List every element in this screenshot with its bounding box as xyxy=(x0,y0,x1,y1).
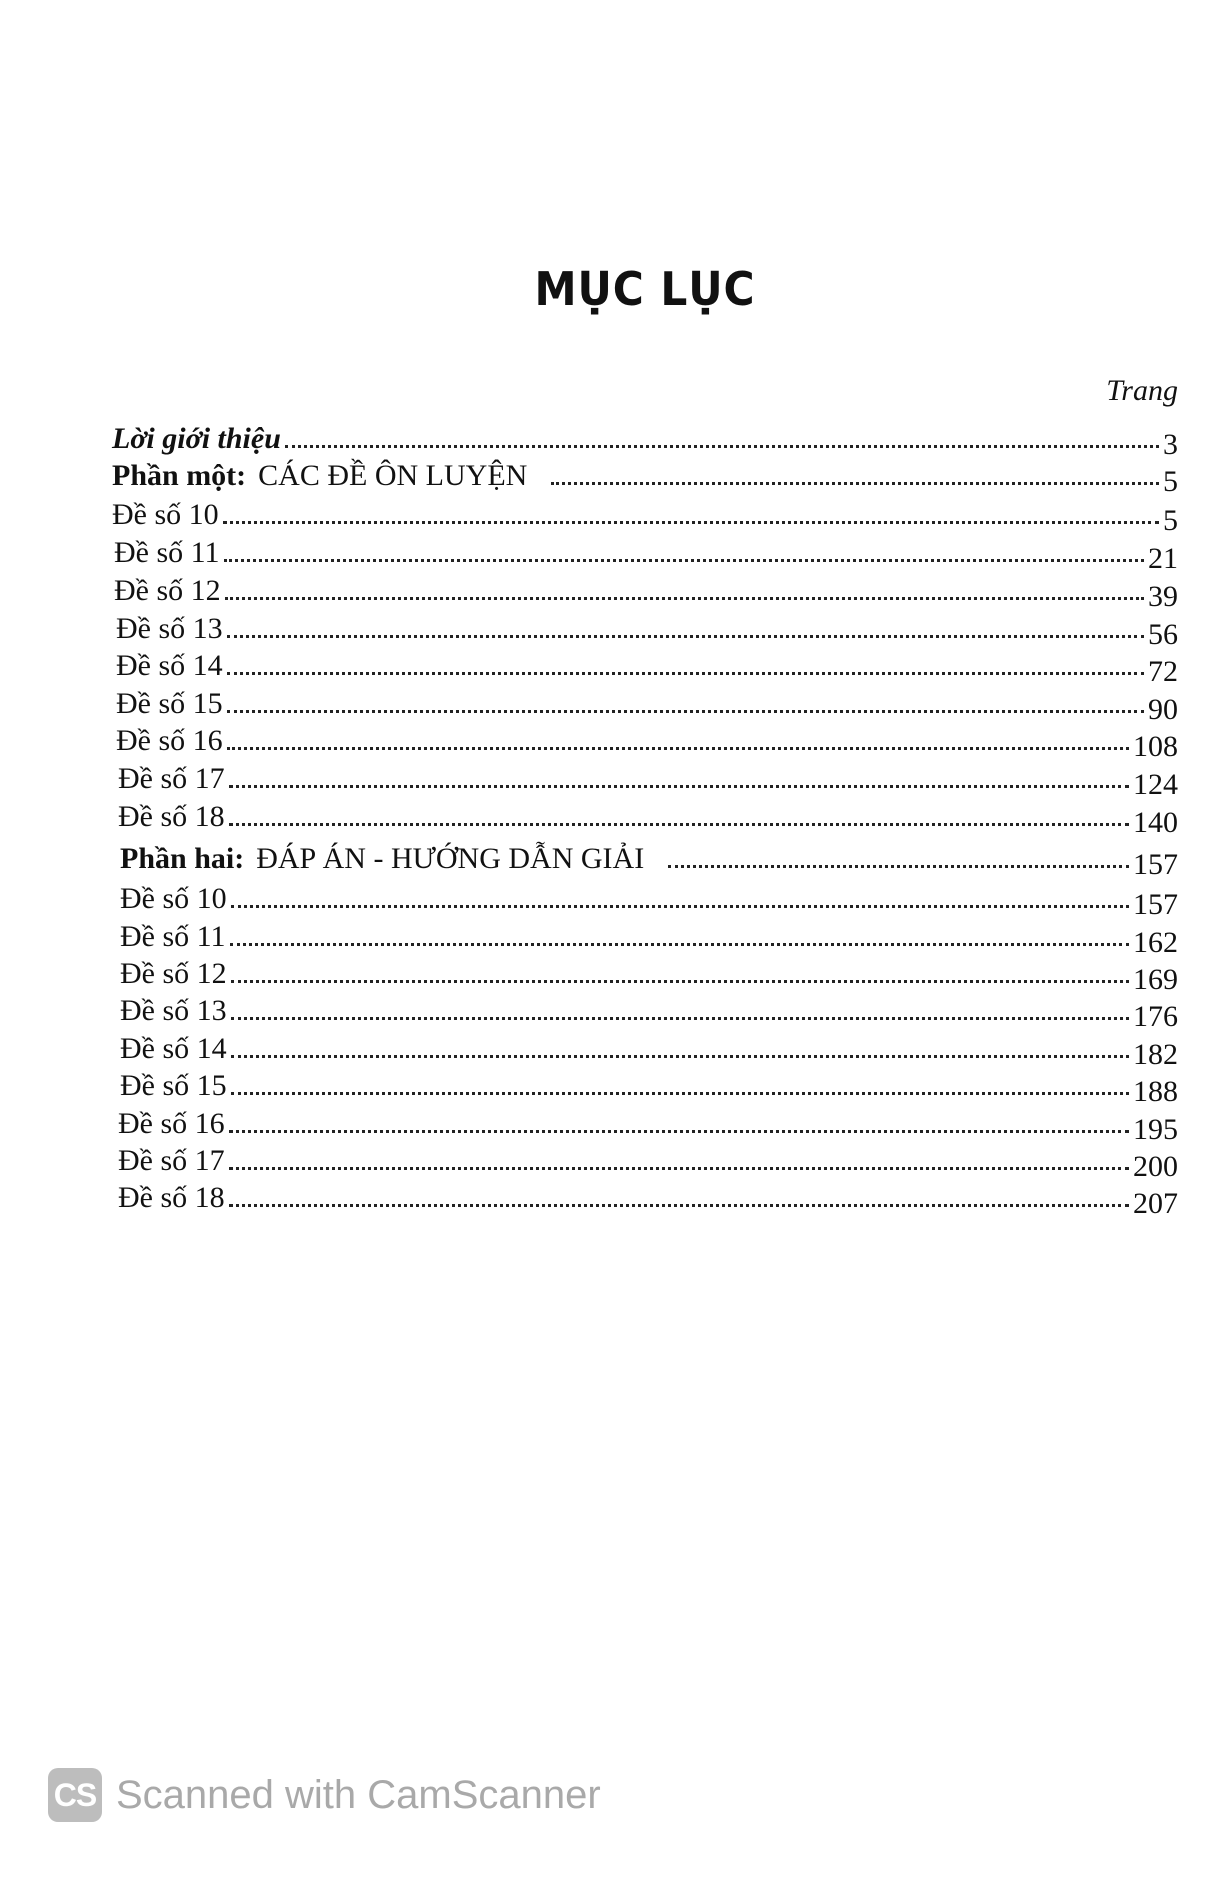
toc-page-number: 90 xyxy=(1148,693,1178,726)
toc-entry-label: Đề số 17 xyxy=(118,762,225,795)
toc-entry xyxy=(120,874,1178,921)
toc-entry-label: Đề số 16 xyxy=(116,724,223,757)
toc-entry-label: Lời giới thiệu xyxy=(112,422,281,455)
toc-entry xyxy=(118,792,1178,839)
toc-entry-label: Đề số 13 xyxy=(120,994,227,1027)
toc-entry xyxy=(118,1099,1178,1146)
toc-dot-leader xyxy=(229,823,1129,826)
toc-dot-leader xyxy=(224,559,1144,562)
toc-dot-leader xyxy=(230,943,1129,946)
toc-entry xyxy=(118,1136,1178,1183)
toc-dot-leader xyxy=(231,980,1129,983)
toc-entry xyxy=(112,490,1178,537)
toc-dot-leader xyxy=(227,635,1144,638)
toc-page-number: 200 xyxy=(1133,1150,1178,1183)
toc-entry-label: Đề số 18 xyxy=(118,1181,225,1214)
toc-page-number: 140 xyxy=(1133,806,1178,839)
toc-entry xyxy=(120,949,1178,996)
toc-entry-label: Đề số 18 xyxy=(118,800,225,833)
watermark-text: Scanned with CamScanner xyxy=(116,1772,601,1817)
toc-dot-leader xyxy=(231,1017,1129,1020)
toc-dot-leader xyxy=(227,747,1129,750)
toc-entry-label: Đề số 13 xyxy=(116,612,223,645)
toc-section-prefix: Phần hai: xyxy=(120,842,245,875)
toc-dot-leader xyxy=(223,521,1159,524)
toc-entry xyxy=(118,1173,1178,1220)
toc-page-number: 5 xyxy=(1163,465,1178,498)
toc-entry xyxy=(114,528,1178,575)
toc-section-title: CÁC ĐỀ ÔN LUYỆN xyxy=(258,459,528,492)
toc-dot-leader xyxy=(229,1167,1129,1170)
toc-entry-label: Đề số 16 xyxy=(118,1107,225,1140)
toc-dot-leader xyxy=(225,597,1144,600)
toc-page-number: 56 xyxy=(1148,618,1178,651)
toc-entry-label xyxy=(120,844,666,874)
toc-entry-label: Đề số 15 xyxy=(116,687,223,720)
toc-entry-label: Đề số 10 xyxy=(112,498,219,531)
toc-section-title: ĐÁP ÁN - HƯỚNG DẪN GIẢI xyxy=(256,842,645,875)
toc-page-number: 3 xyxy=(1163,428,1178,461)
toc-page-number: 21 xyxy=(1148,542,1178,575)
toc-page-number: 124 xyxy=(1133,768,1178,801)
toc-dot-leader xyxy=(229,1130,1129,1133)
toc-entry-label: Đề số 15 xyxy=(120,1069,227,1102)
toc-dot-leader xyxy=(231,1092,1129,1095)
toc-page-number: 162 xyxy=(1133,926,1178,959)
toc-dot-leader xyxy=(227,672,1144,675)
toc-page-number: 108 xyxy=(1133,730,1178,763)
toc-dot-leader xyxy=(231,1055,1129,1058)
toc-entry xyxy=(112,451,1178,498)
toc-entry xyxy=(120,834,1178,881)
toc-page-number: 5 xyxy=(1163,504,1178,537)
toc-page-number: 39 xyxy=(1148,580,1178,613)
toc-page-number: 72 xyxy=(1148,655,1178,688)
toc-dot-leader xyxy=(229,1204,1129,1207)
page-title: MỤC LỤC xyxy=(534,262,756,316)
toc-dot-leader xyxy=(285,445,1159,448)
toc-page-number: 207 xyxy=(1133,1187,1178,1220)
toc-dot-leader xyxy=(668,865,1129,868)
toc-entry xyxy=(116,604,1178,651)
toc-entry-label: Đề số 12 xyxy=(120,957,227,990)
toc-entry xyxy=(116,641,1178,688)
toc-entry xyxy=(116,679,1178,726)
toc-entry-label xyxy=(112,461,549,491)
toc-dot-leader xyxy=(231,905,1129,908)
toc-entry xyxy=(112,414,1178,461)
toc-entry xyxy=(114,566,1178,613)
toc-entry-label: Đề số 11 xyxy=(120,920,226,953)
toc-page-number: 169 xyxy=(1133,963,1178,996)
toc-page-number: 157 xyxy=(1133,888,1178,921)
page-column-label: Trang xyxy=(1106,374,1178,407)
toc-section-prefix: Phần một: xyxy=(112,459,247,492)
toc-page-number: 157 xyxy=(1133,848,1178,881)
toc-entry xyxy=(120,1024,1178,1071)
toc-dot-leader xyxy=(229,785,1129,788)
toc-entry-label: Đề số 17 xyxy=(118,1144,225,1177)
toc-entry-label: Đề số 14 xyxy=(116,649,223,682)
toc-entry-label: Đề số 14 xyxy=(120,1032,227,1065)
camscanner-logo-icon: CS xyxy=(48,1768,102,1822)
toc-entry xyxy=(116,716,1178,763)
toc-entry xyxy=(120,912,1178,959)
toc-entry xyxy=(120,1061,1178,1108)
toc-entry-label: Đề số 11 xyxy=(114,536,220,569)
toc-entry-label: Đề số 12 xyxy=(114,574,221,607)
toc-dot-leader xyxy=(551,482,1159,485)
toc-page-number: 176 xyxy=(1133,1000,1178,1033)
toc-page-number: 195 xyxy=(1133,1113,1178,1146)
camscanner-watermark xyxy=(48,1768,601,1822)
toc-entry xyxy=(120,986,1178,1033)
toc-page-number: 188 xyxy=(1133,1075,1178,1108)
toc-page-number: 182 xyxy=(1133,1038,1178,1071)
toc-entry-label: Đề số 10 xyxy=(120,882,227,915)
toc-dot-leader xyxy=(227,710,1144,713)
toc-entry xyxy=(118,754,1178,801)
